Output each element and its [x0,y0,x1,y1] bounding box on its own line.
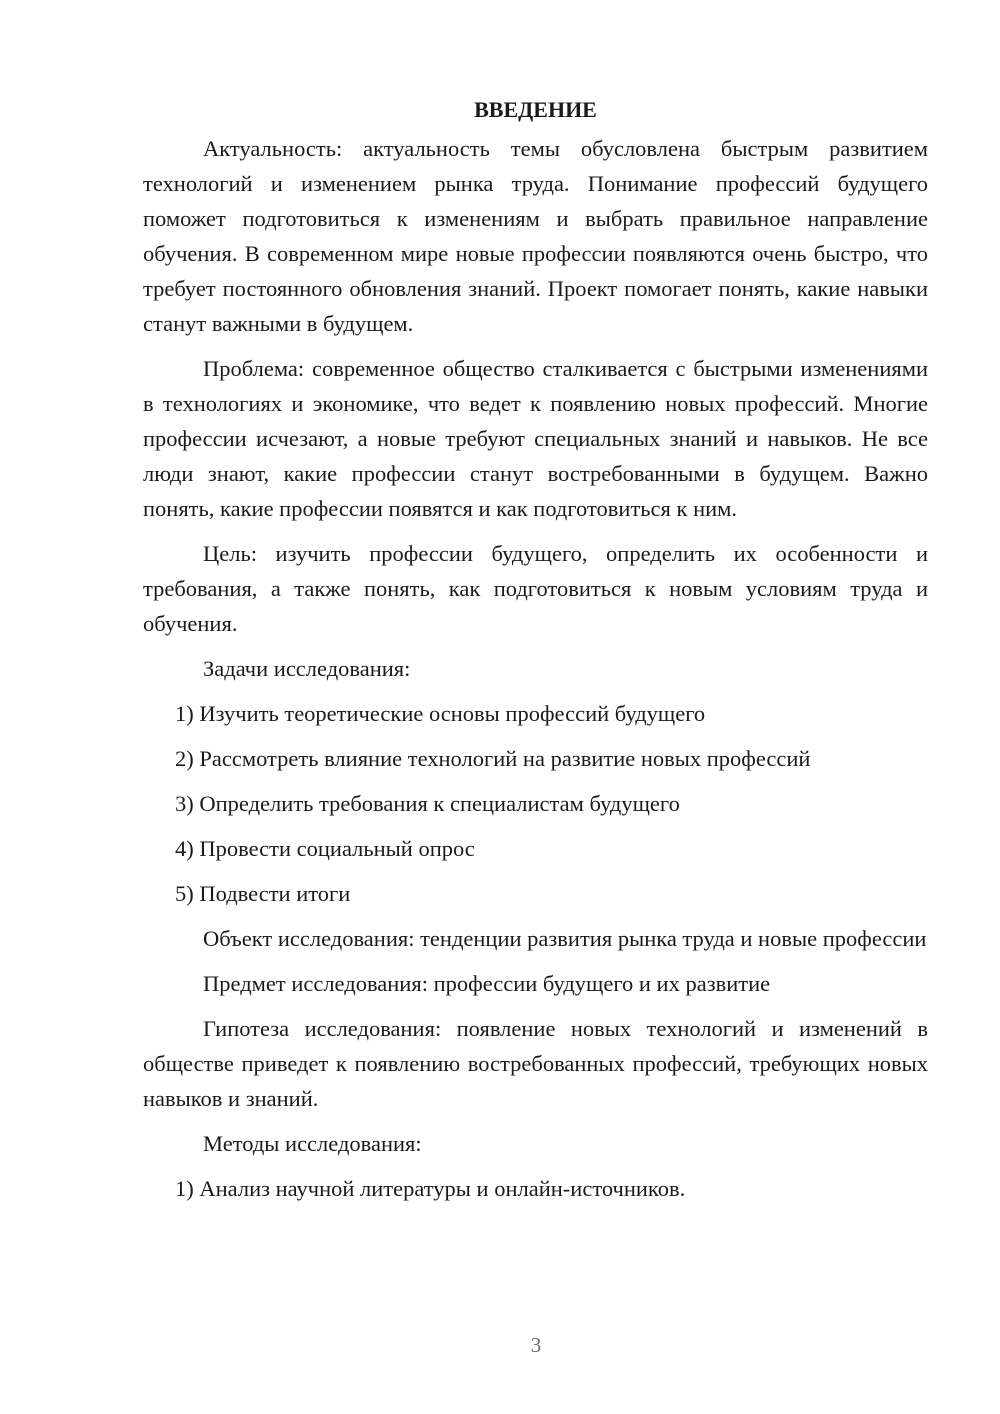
goal-paragraph: Цель: изучить профессии будущего, определить их особенности и требования, а также понять, как подготовиться к новым условиям труда и обучения. [143,541,928,636]
subject-paragraph: Предмет исследования: профессии будущего и их развитие [203,971,771,996]
task-item-5: 5) Подвести итоги [175,881,351,906]
method-item-1: 1) Анализ научной литературы и онлайн-источников. [175,1176,686,1201]
task-item-4: 4) Провести социальный опрос [175,836,475,861]
hypothesis-paragraph: Гипотеза исследования: появление новых технологий и изменений в обществе приведет к появлению востребованных профессий, требующих новых навыков и знаний. [143,1016,928,1111]
problem-paragraph: Проблема: современное общество сталкивается с быстрыми изменениями в технологиях и экономике, что ведет к появлению новых профессий. Многие профессии исчезают, а новые требуют специальных знаний и навыков. Не все люди знают, какие профессии станут востребованными в будущем. Важно понять, какие профессии появятся и как подготовиться к ним. [143,356,928,521]
task-item-2: 2) Рассмотреть влияние технологий на развитие новых профессий [175,746,811,771]
tasks-heading: Задачи исследования: [203,656,411,681]
page-number: 3 [530,1333,542,1357]
task-item-1: 1) Изучить теоретические основы профессий будущего [175,701,706,726]
object-paragraph: Объект исследования: тенденции развития рынка труда и новые профессии [203,926,927,951]
task-item-3: 3) Определить требования к специалистам будущего [175,791,680,816]
methods-heading: Методы исследования: [203,1131,422,1156]
page-body [143,92,928,1216]
section-title: ВВЕДЕНИЕ [474,97,597,122]
relevance-paragraph: Актуальность: актуальность темы обусловлена быстрым развитием технологий и изменением рынка труда. Понимание профессий будущего поможет подготовиться к изменениям и выбрать правильное направление обучения. В современном мире новые профессии появляются очень быстро, что требует постоянного обновления знаний. Проект помогает понять, какие навыки станут важными в будущем. [143,136,928,336]
